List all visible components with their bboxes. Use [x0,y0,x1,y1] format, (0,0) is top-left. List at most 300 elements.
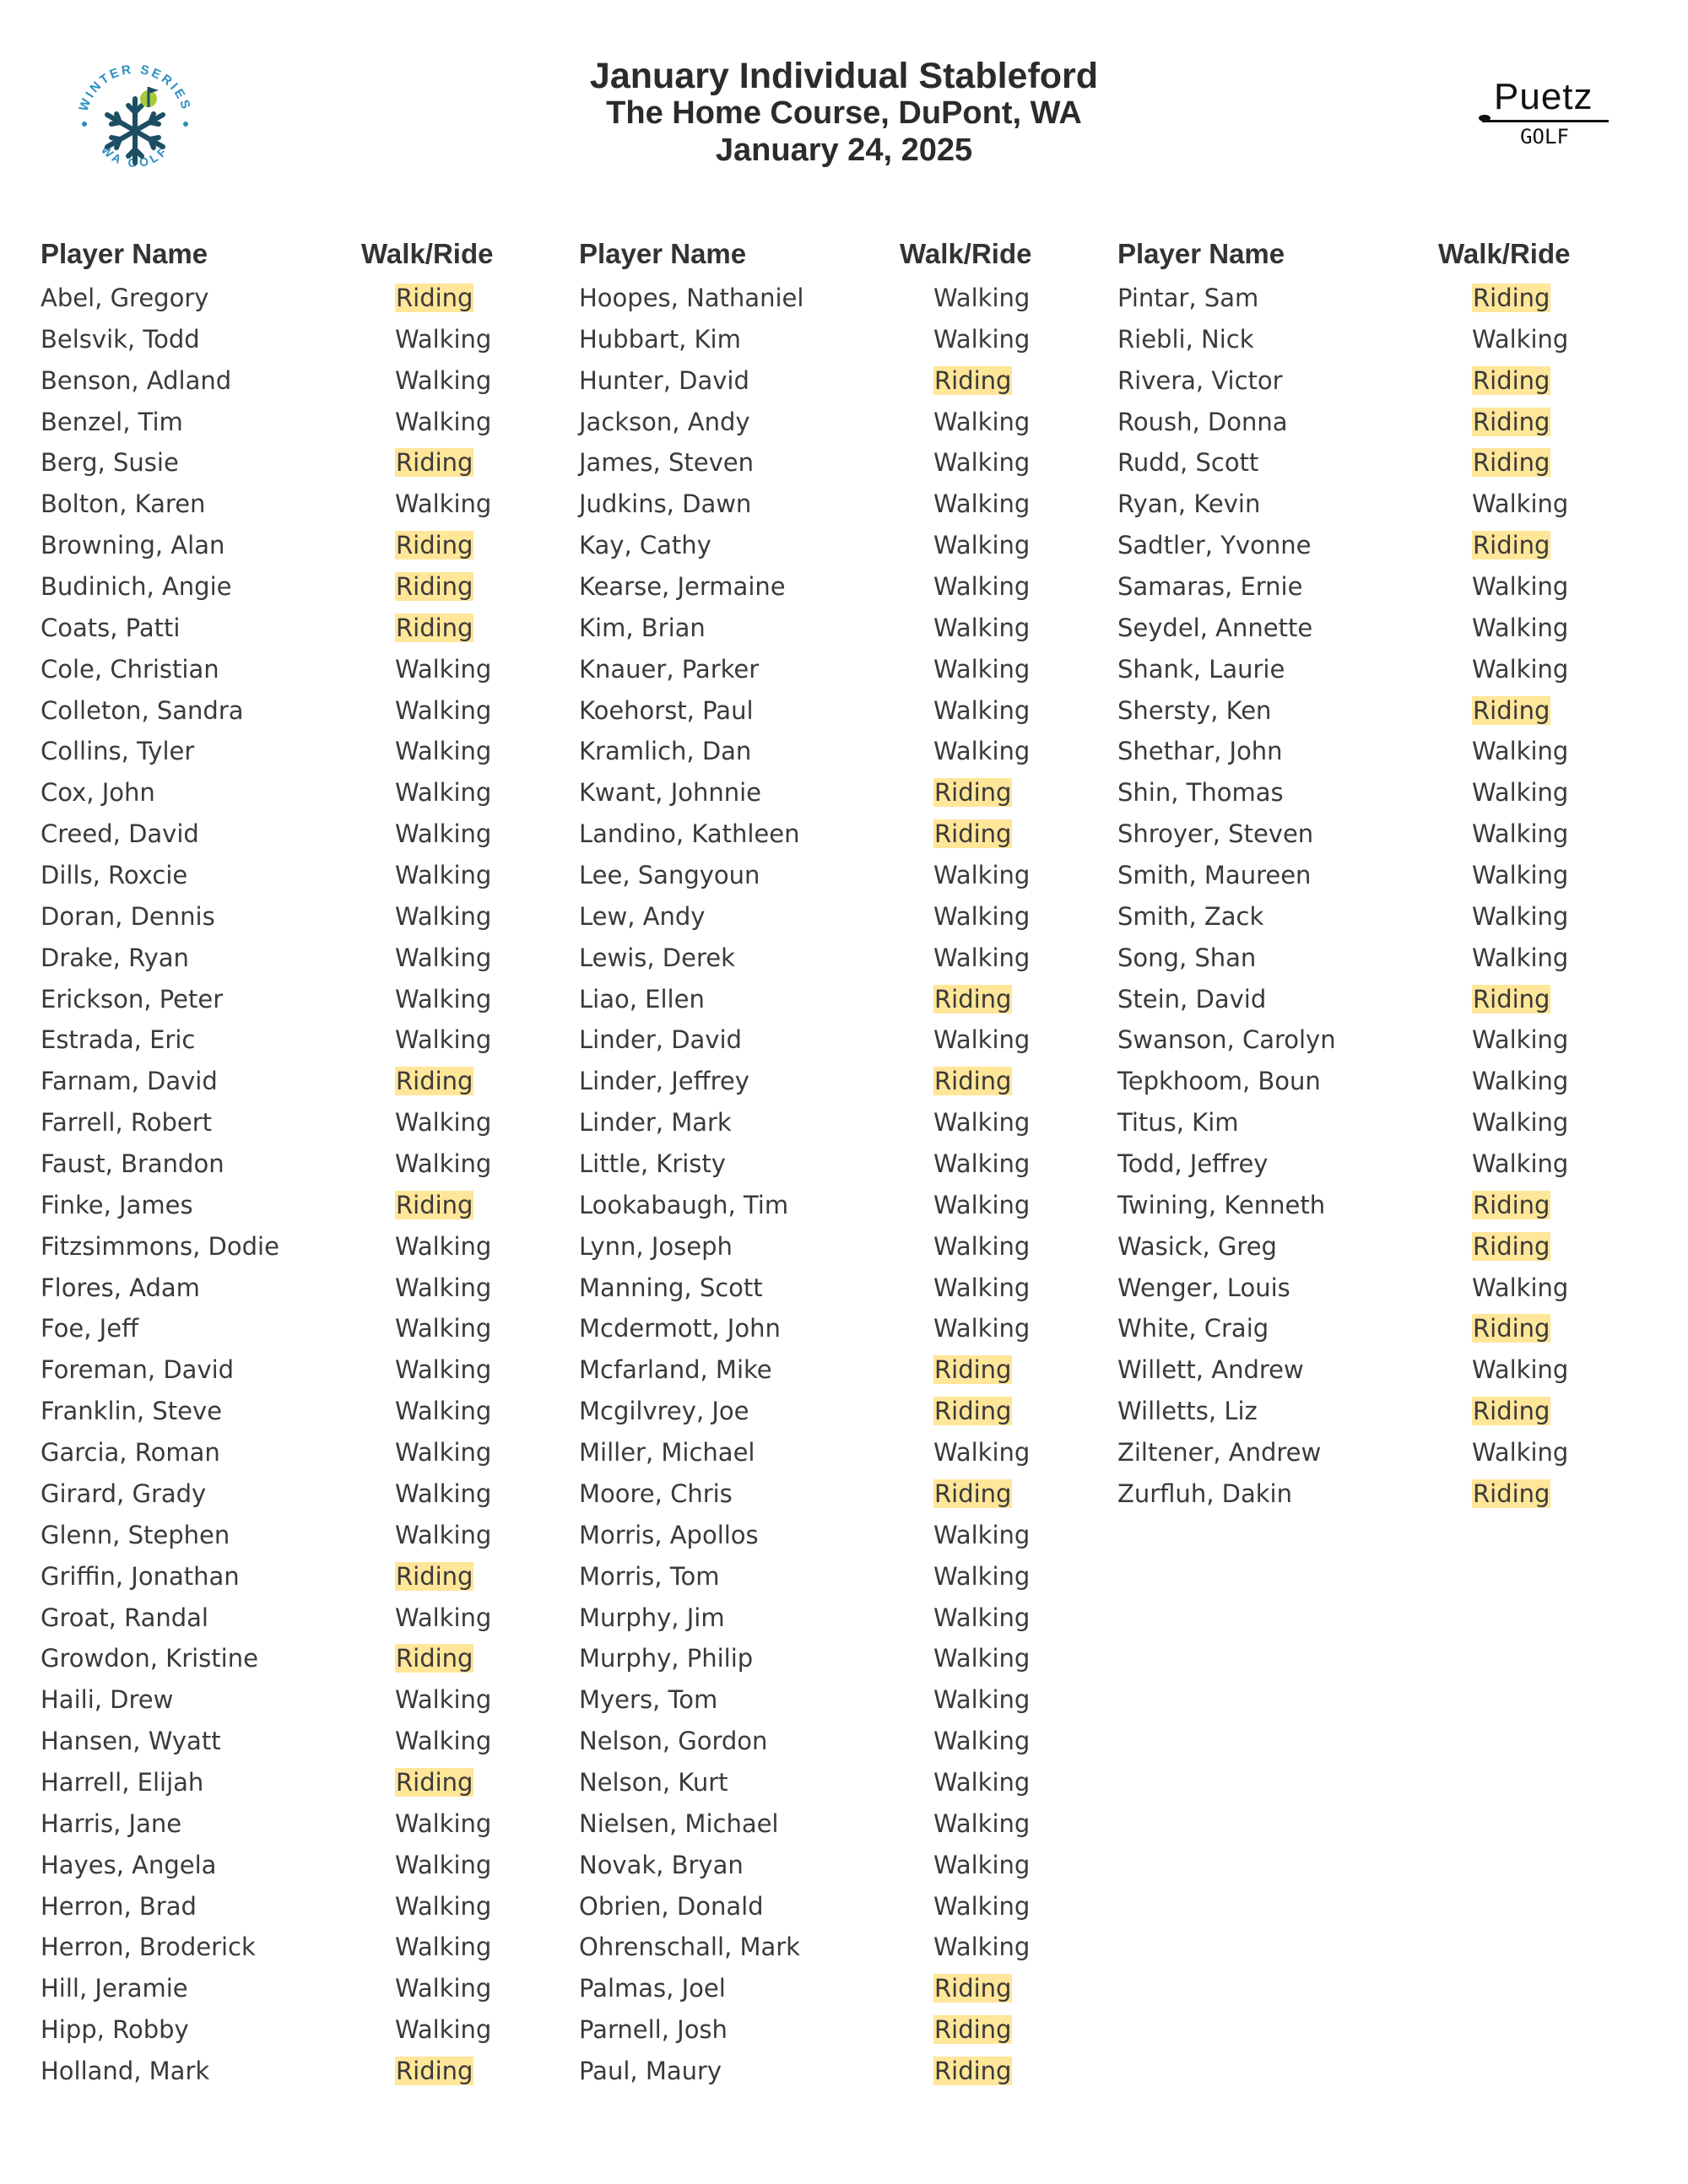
table-row [41,897,564,938]
walk-ride-value: Walking [933,1149,1031,1179]
walk-ride-value: Riding [1473,1479,1550,1508]
player-name: Paul, Maury [579,2056,722,2085]
table-row [579,2010,1102,2052]
player-name: Little, Kristy [579,1149,726,1179]
walk-ride-value: Walking [395,1355,492,1385]
table-row [41,403,564,444]
player-name: Farnam, David [41,1067,218,1096]
table-row [41,1846,564,1887]
walk-ride-value: Walking [1472,819,1569,849]
table-row [579,1268,1102,1310]
table-row [1117,1144,1641,1186]
player-name: Lookabaugh, Tim [579,1190,789,1219]
walk-ride-value: Riding [934,365,1012,395]
table-row [41,814,564,856]
table-row [41,1062,564,1103]
golf-flag-icon [140,87,159,107]
table-row [1117,1474,1641,1516]
player-name: Shroyer, Steven [1117,819,1314,849]
player-name: Riebli, Nick [1117,324,1254,354]
walk-ride-value: Walking [933,572,1031,602]
table-row [41,732,564,773]
walk-ride-value: Walking [1472,737,1569,766]
player-name: Colleton, Sandra [41,695,244,725]
player-name: Doran, Dennis [41,901,215,931]
table-row [41,2010,564,2052]
walk-ride-value: Walking [395,901,492,931]
player-name: Collins, Tyler [41,737,195,766]
logo-ring-top-text: WINTER SERIES [76,62,194,114]
table-row [41,1392,564,1433]
brand-underline [1482,120,1609,122]
player-name: Rivera, Victor [1117,365,1283,395]
walk-ride-value: Walking [395,407,492,436]
walk-ride-value: Walking [933,1231,1031,1261]
player-name: Morris, Apollos [579,1520,759,1549]
player-name: Dills, Roxcie [41,861,188,890]
table-row [579,1846,1102,1887]
table-row [579,1433,1102,1474]
walk-ride-value: Walking [933,1850,1031,1879]
table-row [579,1062,1102,1103]
player-name: Smith, Zack [1117,901,1264,931]
player-name: Harrell, Elijah [41,1767,204,1797]
table-row [41,1516,564,1557]
table-row [41,1186,564,1227]
column-header [579,236,1102,278]
table-row [41,484,564,526]
walk-ride-value: Riding [1473,284,1550,312]
table-row [579,443,1102,484]
walk-ride-value: Walking [1472,613,1569,642]
table-row [1117,1392,1641,1433]
walk-ride-value: Walking [395,943,492,972]
table-row [579,650,1102,691]
walk-ride-value: Walking [1472,489,1569,519]
player-name: Estrada, Eric [41,1025,196,1055]
table-row [1117,1186,1641,1227]
walk-ride-value: Walking [933,284,1031,312]
column-header [1117,236,1641,278]
table-row [1117,484,1641,526]
player-name: Nelson, Gordon [579,1727,768,1756]
table-row [41,938,564,980]
player-name: Farrell, Robert [41,1108,213,1138]
column-rows [1117,278,1641,1516]
table-row [579,1392,1102,1433]
table-row [41,1969,564,2010]
table-row [1117,278,1641,320]
table-row [579,856,1102,897]
table-row [1117,403,1641,444]
roster-column [579,236,1102,2093]
player-name: Pintar, Sam [1117,284,1259,312]
walk-ride-value: Walking [395,1108,492,1138]
table-row [579,484,1102,526]
player-name: Hansen, Wyatt [41,1727,221,1756]
table-row [41,567,564,608]
table-row [41,1474,564,1516]
table-row [41,443,564,484]
walk-ride-value: Walking [933,448,1031,478]
player-name: Herron, Brad [41,1891,197,1921]
table-row [41,773,564,814]
walk-ride-value: Walking [933,1891,1031,1921]
walk-ride-value: Walking [395,365,492,395]
walk-ride-value: Riding [934,1067,1012,1096]
walk-ride-value: Walking [1472,901,1569,931]
player-name: Holland, Mark [41,2056,210,2085]
player-name: Todd, Jeffrey [1117,1149,1269,1179]
table-row [579,1186,1102,1227]
walk-ride-value: Walking [933,901,1031,931]
walk-ride-value: Riding [1473,448,1550,478]
player-name: Swanson, Carolyn [1117,1025,1336,1055]
player-name: Samaras, Ernie [1117,572,1303,602]
walk-ride-value: Walking [395,324,492,354]
player-name: Bolton, Karen [41,489,206,519]
player-name: Manning, Scott [579,1273,763,1302]
table-row [1117,361,1641,403]
walk-ride-value: Walking [933,737,1031,766]
player-name: Girard, Grady [41,1479,207,1508]
table-row [1117,1020,1641,1062]
table-row [579,1309,1102,1350]
player-name: Kwant, Johnnie [579,778,762,808]
table-row [579,1927,1102,1969]
player-name: Hunter, David [579,365,749,395]
walk-ride-value: Walking [395,2015,492,2045]
walk-ride-value: Walking [933,861,1031,890]
walk-ride-value: Riding [934,778,1012,808]
title-block [473,57,1215,169]
table-row [579,1144,1102,1186]
brand-sub: GOLF [1520,125,1569,149]
walk-ride-value: Walking [933,1767,1031,1797]
player-name: Willetts, Liz [1117,1397,1258,1426]
table-row [1117,732,1641,773]
walk-ride-value: Riding [934,984,1012,1014]
walk-ride-value: Walking [1472,1149,1569,1179]
table-row [579,1763,1102,1804]
table-row [579,403,1102,444]
player-name: Hayes, Angela [41,1850,217,1879]
player-name: Benzel, Tim [41,407,183,436]
walk-ride-value: Riding [396,1561,473,1591]
player-name: Berg, Susie [41,448,179,478]
table-row [579,1887,1102,1928]
walk-ride-header: Walk/Ride [900,238,1032,269]
player-name: Murphy, Philip [579,1644,754,1673]
table-row [1117,691,1641,733]
table-row [41,1020,564,1062]
table-row [41,856,564,897]
walk-ride-value: Riding [1473,984,1550,1014]
table-row [579,897,1102,938]
walk-ride-value: Walking [933,1603,1031,1632]
table-row [41,1144,564,1186]
table-row [579,938,1102,980]
walk-ride-value: Walking [1472,1025,1569,1055]
player-name: Ryan, Kevin [1117,489,1261,519]
player-name: Moore, Chris [579,1479,733,1508]
walk-ride-value: Walking [395,1149,492,1179]
player-name: Linder, Mark [579,1108,732,1138]
walk-ride-value: Walking [933,1438,1031,1468]
walk-ride-value: Walking [1472,1438,1569,1468]
walk-ride-value: Walking [933,531,1031,560]
table-row [1117,320,1641,361]
player-name: Linder, Jeffrey [579,1067,749,1096]
player-name: Knauer, Parker [579,654,760,684]
walk-ride-value: Walking [395,1314,492,1343]
player-name: Kim, Brian [579,613,706,642]
walk-ride-header: Walk/Ride [1438,238,1571,269]
walk-ride-value: Walking [395,1933,492,1962]
table-row [579,980,1102,1021]
logo-dot-left [82,122,87,127]
table-row [1117,608,1641,650]
player-name: Wenger, Louis [1117,1273,1290,1302]
walk-ride-value: Walking [1472,1273,1569,1302]
table-row [579,1474,1102,1516]
player-name: Landino, Kathleen [579,819,800,849]
player-name: White, Craig [1117,1314,1269,1343]
walk-ride-value: Walking [395,1850,492,1879]
walk-ride-value: Riding [396,1767,473,1797]
table-row [579,567,1102,608]
walk-ride-value: Walking [1472,572,1569,602]
walk-ride-value: Riding [396,448,473,478]
table-row [1117,1268,1641,1310]
table-row [579,1516,1102,1557]
table-row [579,691,1102,733]
roster-column [41,236,564,2093]
walk-ride-value: Riding [396,613,473,642]
player-name: Franklin, Steve [41,1397,222,1426]
logo-dot-right [183,122,188,127]
walk-ride-value: Riding [1473,1190,1550,1219]
table-row [579,608,1102,650]
document-header [0,51,1688,194]
walk-ride-value: Riding [396,1190,473,1219]
walk-ride-value: Riding [1473,695,1550,725]
walk-ride-value: Riding [934,1974,1012,2003]
table-row [41,691,564,733]
walk-ride-value: Walking [395,1974,492,2003]
player-name: Morris, Tom [579,1561,720,1591]
table-row [579,814,1102,856]
walk-ride-value: Riding [396,531,473,560]
table-row [1117,650,1641,691]
table-row [1117,814,1641,856]
table-row [1117,1433,1641,1474]
player-name: Miller, Michael [579,1438,755,1468]
walk-ride-value: Walking [1472,1067,1569,1096]
table-row [579,526,1102,567]
walk-ride-value: Walking [395,737,492,766]
player-name: Palmas, Joel [579,1974,726,2003]
table-row [1117,1103,1641,1144]
player-name: Nelson, Kurt [579,1767,728,1797]
player-name: Smith, Maureen [1117,861,1312,890]
player-name: Seydel, Annette [1117,613,1313,642]
player-name: Parnell, Josh [579,2015,728,2045]
walk-ride-value: Walking [395,695,492,725]
walk-ride-value: Riding [934,2015,1012,2045]
player-name: Nielsen, Michael [579,1808,779,1838]
table-row [1117,1062,1641,1103]
player-name: Mcgilvrey, Joe [579,1397,749,1426]
walk-ride-value: Riding [396,284,473,312]
player-name: Haili, Drew [41,1685,174,1715]
walk-ride-value: Walking [1472,778,1569,808]
event-date: January 24, 2025 [715,132,973,168]
table-row [41,278,564,320]
player-name: Browning, Alan [41,531,225,560]
player-name: Drake, Ryan [41,943,189,972]
player-name: Groat, Randal [41,1603,208,1632]
player-name: Roush, Donna [1117,407,1288,436]
player-name: Lee, Sangyoun [579,861,760,890]
table-row [41,980,564,1021]
table-row [1117,856,1641,897]
player-name: Obrien, Donald [579,1891,764,1921]
walk-ride-value: Walking [933,1273,1031,1302]
walk-ride-value: Riding [934,1479,1012,1508]
walk-ride-value: Walking [395,1397,492,1426]
walk-ride-value: Walking [395,1025,492,1055]
player-name: Flores, Adam [41,1273,200,1302]
player-name: Shethar, John [1117,737,1283,766]
table-row [579,1557,1102,1598]
table-row [579,1722,1102,1763]
table-row [579,278,1102,320]
table-row [1117,1309,1641,1350]
table-row [579,773,1102,814]
walk-ride-header: Walk/Ride [361,238,494,269]
walk-ride-value: Walking [1472,943,1569,972]
player-name: Murphy, Jim [579,1603,725,1632]
table-row [1117,980,1641,1021]
walk-ride-value: Walking [933,1561,1031,1591]
walk-ride-value: Walking [395,489,492,519]
player-name: Kearse, Jermaine [579,572,786,602]
player-name: Kay, Cathy [579,531,711,560]
table-row [41,1598,564,1640]
walk-ride-value: Walking [933,943,1031,972]
walk-ride-value: Walking [395,1685,492,1715]
table-row [579,2052,1102,2093]
table-row [41,361,564,403]
player-name: Myers, Tom [579,1685,718,1715]
table-row [41,1268,564,1310]
player-name: Cox, John [41,778,155,808]
player-name: Faust, Brandon [41,1149,225,1179]
table-row [1117,526,1641,567]
player-name: Titus, Kim [1117,1108,1239,1138]
table-row [1117,773,1641,814]
player-name: Mcfarland, Mike [579,1355,772,1385]
table-row [1117,1350,1641,1392]
table-row [579,1020,1102,1062]
table-row [41,608,564,650]
player-name: Tepkhoom, Boun [1117,1067,1321,1096]
player-name: Song, Shan [1117,943,1257,972]
walk-ride-value: Walking [395,1891,492,1921]
player-name: Benson, Adland [41,365,232,395]
walk-ride-value: Walking [395,861,492,890]
walk-ride-value: Walking [1472,1355,1569,1385]
player-name: James, Steven [579,448,754,478]
walk-ride-value: Walking [395,984,492,1014]
table-row [41,1433,564,1474]
walk-ride-value: Walking [933,613,1031,642]
walk-ride-value: Riding [396,1067,473,1096]
walk-ride-value: Walking [395,1273,492,1302]
roster-column [1117,236,1641,1516]
winter-series-logo [68,55,203,190]
table-row [41,1763,564,1804]
player-name: Novak, Bryan [579,1850,744,1879]
player-name: Koehorst, Paul [579,695,754,725]
table-row [41,1887,564,1928]
player-name-header: Player Name [579,238,747,269]
player-name: Foe, Jeff [41,1314,139,1343]
player-name: Budinich, Angie [41,572,232,602]
player-name: Cole, Christian [41,654,219,684]
player-name: Hill, Jeramie [41,1974,188,2003]
player-name: Griffin, Jonathan [41,1561,240,1591]
table-row [41,1350,564,1392]
table-row [41,1227,564,1268]
player-name: Finke, James [41,1190,193,1219]
column-header [41,236,564,278]
table-row [41,650,564,691]
walk-ride-value: Riding [1473,1314,1550,1343]
table-row [579,1350,1102,1392]
table-row [41,1557,564,1598]
table-row [41,1639,564,1680]
player-name: Lewis, Derek [579,943,735,972]
walk-ride-value: Walking [395,778,492,808]
player-name: Hubbart, Kim [579,324,741,354]
table-row [579,1804,1102,1846]
player-name-header: Player Name [41,238,208,269]
player-name: Shin, Thomas [1117,778,1284,808]
player-name: Abel, Gregory [41,284,209,312]
table-row [1117,938,1641,980]
walk-ride-value: Riding [1473,407,1550,436]
table-row [1117,567,1641,608]
walk-ride-value: Riding [1473,365,1550,395]
walk-ride-value: Riding [1473,1231,1550,1261]
walk-ride-value: Walking [933,695,1031,725]
player-name: Erickson, Peter [41,984,224,1014]
table-row [579,1227,1102,1268]
walk-ride-value: Walking [933,324,1031,354]
player-name: Linder, David [579,1025,742,1055]
table-row [579,1969,1102,2010]
player-name: Zurfluh, Dakin [1117,1479,1292,1508]
table-row [41,1722,564,1763]
walk-ride-value: Walking [933,1520,1031,1549]
player-name: Growdon, Kristine [41,1644,258,1673]
winter-series-logo-graphic [68,55,203,190]
table-row [41,1309,564,1350]
walk-ride-value: Walking [933,1644,1031,1673]
event-title: January Individual Stableford [589,56,1099,96]
